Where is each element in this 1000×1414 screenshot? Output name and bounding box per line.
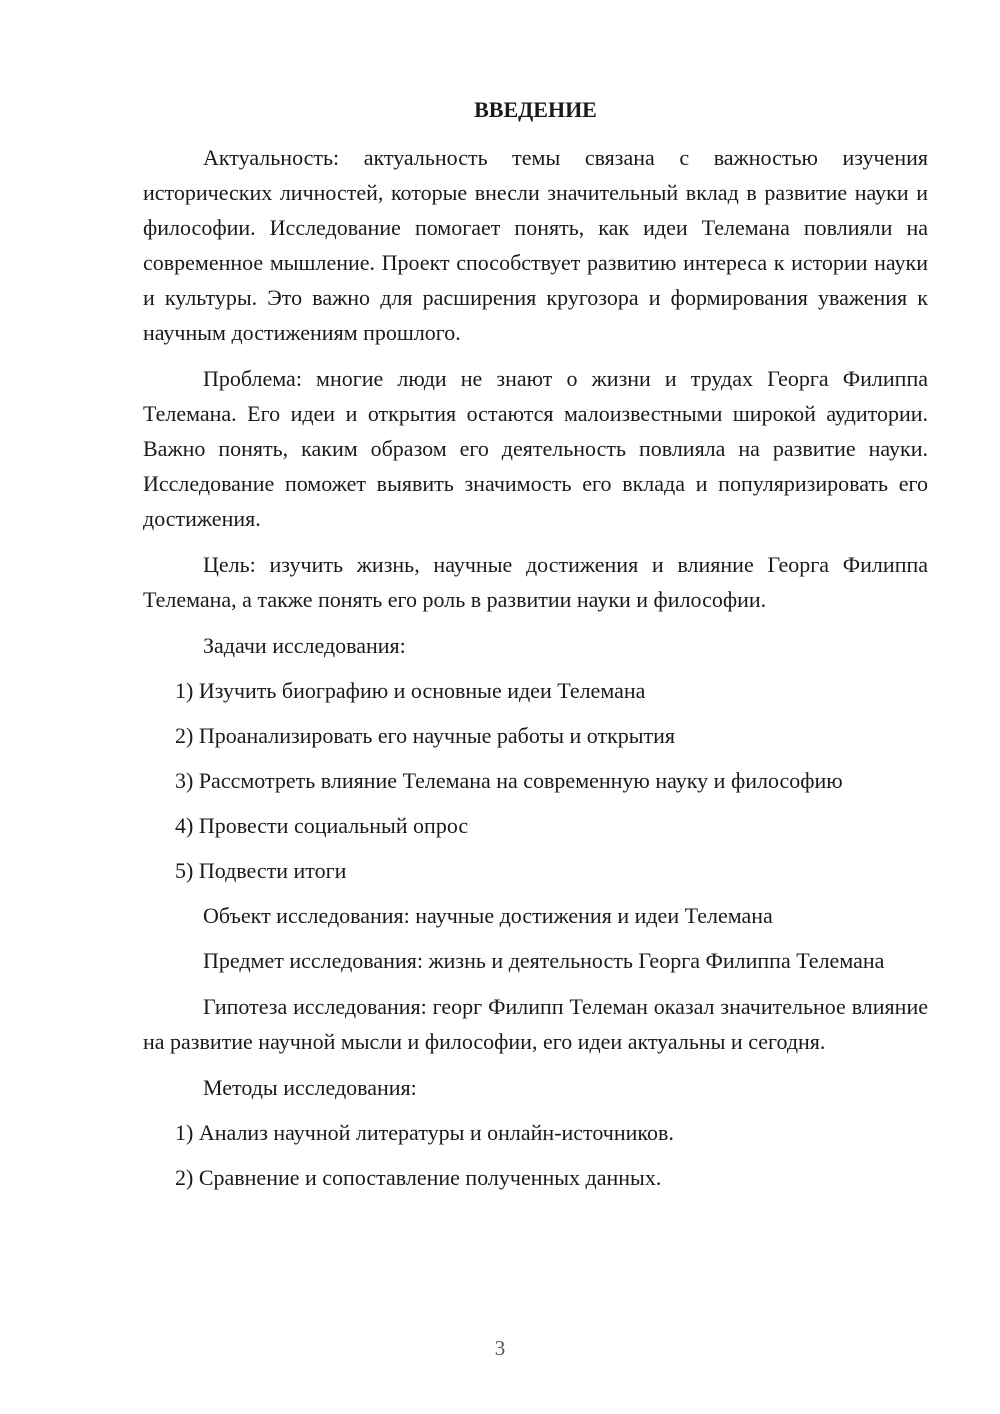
hypothesis-paragraph: Гипотеза исследования: георг Филипп Телеман оказал значительное влияние на развитие научной мысли и философии, его идеи актуальны и сегодня. (143, 994, 928, 1054)
methods-heading: Методы исследования: (203, 1075, 417, 1100)
task-item: 4) Провести социальный опрос (175, 813, 469, 838)
relevance-paragraph: Актуальность: актуальность темы связана с важностью изучения исторических личностей, которые внесли значительный вклад в развитие науки и философии. Исследование помогает понять, как идеи Телемана повлияли на современное мышление. Проект способствует развитию интереса к истории науки и культуры. Это важно для расширения кругозора и формирования уважения к научным достижениям прошлого. (143, 145, 928, 345)
task-item: 3) Рассмотреть влияние Телемана на современную науку и философию (175, 768, 843, 793)
page-number: 3 (494, 1336, 506, 1360)
method-item: 1) Анализ научной литературы и онлайн-источников. (175, 1120, 674, 1145)
page-content (143, 95, 928, 1205)
task-item: 5) Подвести итоги (175, 858, 347, 883)
subject-paragraph: Предмет исследования: жизнь и деятельность Георга Филиппа Телемана (203, 948, 885, 973)
task-item: 1) Изучить биографию и основные идеи Телемана (175, 678, 646, 703)
object-paragraph: Объект исследования: научные достижения и идеи Телемана (203, 903, 773, 928)
goal-paragraph: Цель: изучить жизнь, научные достижения и влияние Георга Филиппа Телемана, а также понять его роль в развитии науки и философии. (143, 552, 928, 612)
tasks-list (143, 673, 928, 888)
task-item: 2) Проанализировать его научные работы и открытия (175, 723, 676, 748)
method-item: 2) Сравнение и сопоставление полученных данных. (175, 1165, 662, 1190)
methods-list (143, 1115, 928, 1195)
tasks-heading: Задачи исследования: (203, 633, 406, 658)
section-title: ВВЕДЕНИЕ (474, 97, 597, 122)
problem-paragraph: Проблема: многие люди не знают о жизни и трудах Георга Филиппа Телемана. Его идеи и открытия остаются малоизвестными широкой аудитории. Важно понять, каким образом его деятельность повлияла на развитие науки. Исследование поможет выявить значимость его вклада и популяризировать его достижения. (143, 366, 928, 531)
